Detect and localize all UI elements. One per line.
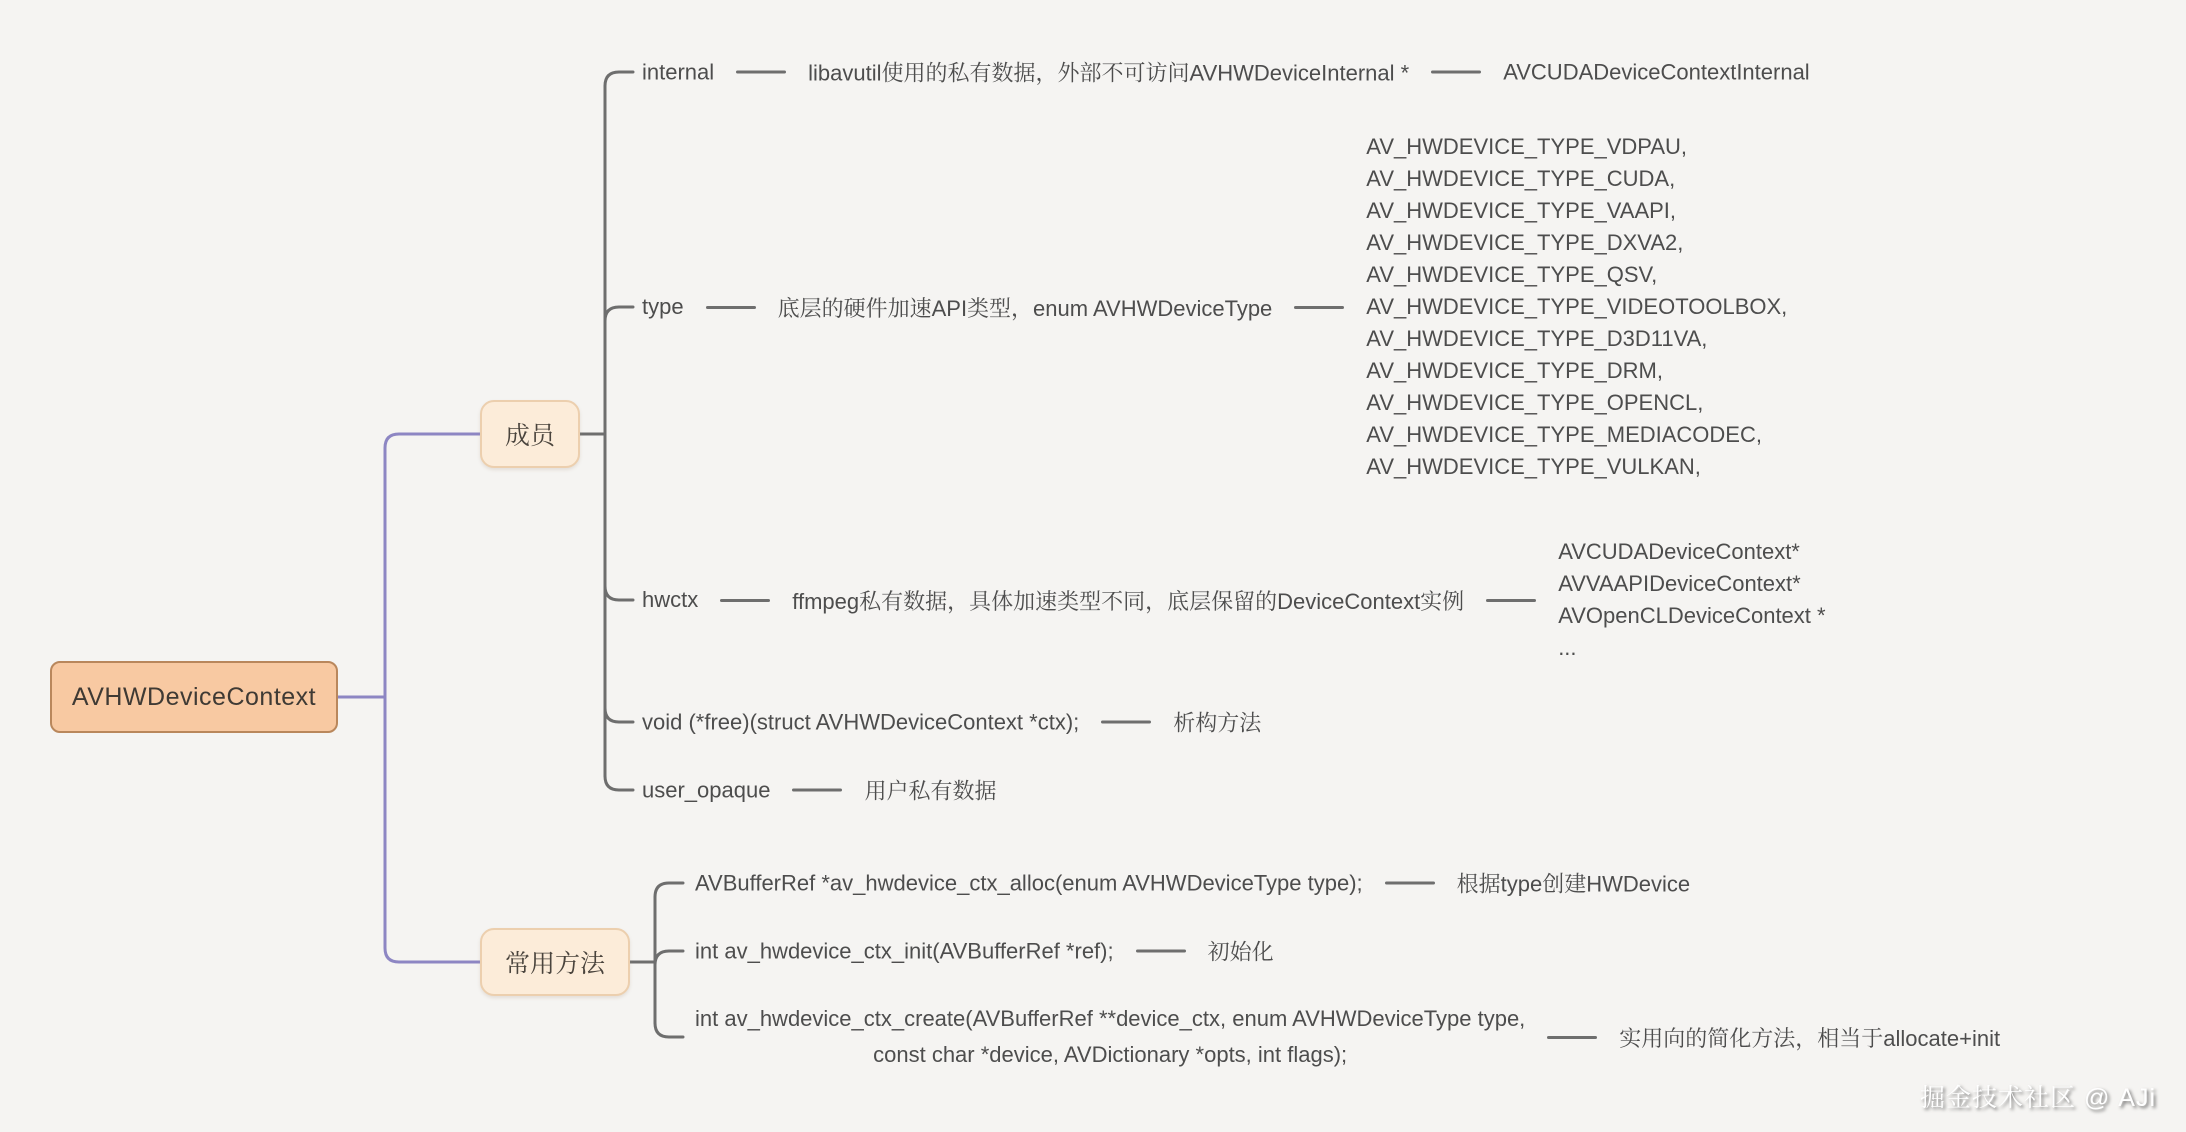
note-connector-dash (792, 789, 842, 792)
list-item[interactable]: AV_HWDEVICE_TYPE_D3D11VA, (1366, 326, 1708, 351)
note-connector-dash (1136, 950, 1186, 953)
list-item[interactable]: AV_HWDEVICE_TYPE_VIDEOTOOLBOX, (1366, 294, 1788, 319)
topic-ctx-alloc[interactable]: AVBufferRef *av_hwdevice_ctx_alloc(enum AVHWDeviceType type); (695, 870, 1363, 895)
list-item[interactable]: AV_HWDEVICE_TYPE_CUDA, (1366, 166, 1676, 191)
detail-hwdevice-type-list[interactable] (1366, 131, 1787, 483)
leaf-row-free-fn (642, 707, 1261, 738)
ctx-create-line1: int av_hwdevice_ctx_create(AVBufferRef **device_ctx, enum AVHWDeviceType type, (695, 1006, 1526, 1031)
topic-type[interactable]: type (642, 294, 684, 319)
note-type[interactable]: 底层的硬件加速API类型，enum AVHWDeviceType (777, 295, 1273, 321)
leaf-row-user-opaque (642, 775, 996, 806)
topic-internal[interactable]: internal (642, 59, 715, 84)
note-connector-dash (1486, 599, 1536, 602)
note-hwctx[interactable]: ffmpeg私有数据，具体加速类型不同，底层保留的DeviceContext实例 (792, 588, 1465, 614)
watermark-juejin: 掘金技术社区 @ AJi (1920, 1084, 2156, 1112)
list-item[interactable]: AV_HWDEVICE_TYPE_OPENCL, (1366, 390, 1704, 415)
list-item[interactable]: AV_HWDEVICE_TYPE_MEDIACODEC, (1366, 422, 1762, 447)
detail-hwctx-list[interactable] (1558, 536, 1825, 664)
members-connector (578, 72, 633, 790)
note-ctx-create[interactable]: 实用向的简化方法，相当于allocate+init (1619, 1025, 2001, 1051)
leaf-row-hwctx (642, 536, 1826, 664)
note-connector-dash (1431, 71, 1481, 74)
list-item[interactable]: AVOpenCLDeviceContext * (1558, 603, 1826, 628)
list-item[interactable]: AV_HWDEVICE_TYPE_DRM, (1366, 358, 1663, 383)
detail-internal[interactable]: AVCUDADeviceContextInternal (1503, 59, 1810, 84)
note-connector-dash (736, 71, 786, 74)
note-internal[interactable]: libavutil使用的私有数据，外部不可访问AVHWDeviceInternal * (808, 60, 1410, 86)
note-connector-dash (1385, 882, 1435, 885)
leaf-row-ctx-create (695, 1001, 2000, 1073)
topic-ctx-init[interactable]: int av_hwdevice_ctx_init(AVBufferRef *ref); (695, 938, 1114, 963)
root-node-avhwdevicecontext[interactable]: AVHWDeviceContext (50, 661, 338, 733)
note-free-fn[interactable]: 析构方法 (1173, 710, 1262, 736)
note-ctx-init[interactable]: 初始化 (1207, 939, 1274, 965)
leaf-row-ctx-alloc (695, 868, 1690, 899)
note-connector-dash (720, 599, 770, 602)
note-connector-dash (706, 306, 756, 309)
ctx-create-line2: const char *device, AVDictionary *opts, int flags); (873, 1042, 1348, 1067)
leaf-row-internal (642, 57, 1810, 88)
topic-hwctx[interactable]: hwctx (642, 587, 699, 612)
methods-connector (630, 883, 683, 1037)
note-connector-dash (1294, 306, 1344, 309)
leaf-row-ctx-init (695, 936, 1274, 967)
note-connector-dash (1101, 721, 1151, 724)
leaf-row-type (642, 131, 1787, 483)
root-branch-connector (338, 434, 483, 962)
note-user-opaque[interactable]: 用户私有数据 (864, 778, 997, 804)
topic-user-opaque[interactable]: user_opaque (642, 777, 771, 802)
topic-free-fn[interactable]: void (*free)(struct AVHWDeviceContext *ctx); (642, 709, 1080, 734)
note-ctx-alloc[interactable]: 根据type创建HWDevice (1456, 871, 1691, 897)
list-item[interactable]: AV_HWDEVICE_TYPE_QSV, (1366, 262, 1658, 287)
list-item[interactable]: AVVAAPIDeviceContext* (1558, 571, 1801, 596)
branch-node-methods[interactable]: 常用方法 (480, 928, 630, 996)
list-item[interactable]: AVCUDADeviceContext* (1558, 539, 1800, 564)
list-item[interactable]: ... (1558, 635, 1577, 660)
list-item[interactable]: AV_HWDEVICE_TYPE_VULKAN, (1366, 454, 1701, 479)
topic-ctx-create[interactable] (695, 1001, 1525, 1073)
note-connector-dash (1547, 1036, 1597, 1039)
list-item[interactable]: AV_HWDEVICE_TYPE_VAAPI, (1366, 198, 1677, 223)
list-item[interactable]: AV_HWDEVICE_TYPE_VDPAU, (1366, 134, 1688, 159)
list-item[interactable]: AV_HWDEVICE_TYPE_DXVA2, (1366, 230, 1684, 255)
branch-node-members[interactable]: 成员 (480, 400, 580, 468)
